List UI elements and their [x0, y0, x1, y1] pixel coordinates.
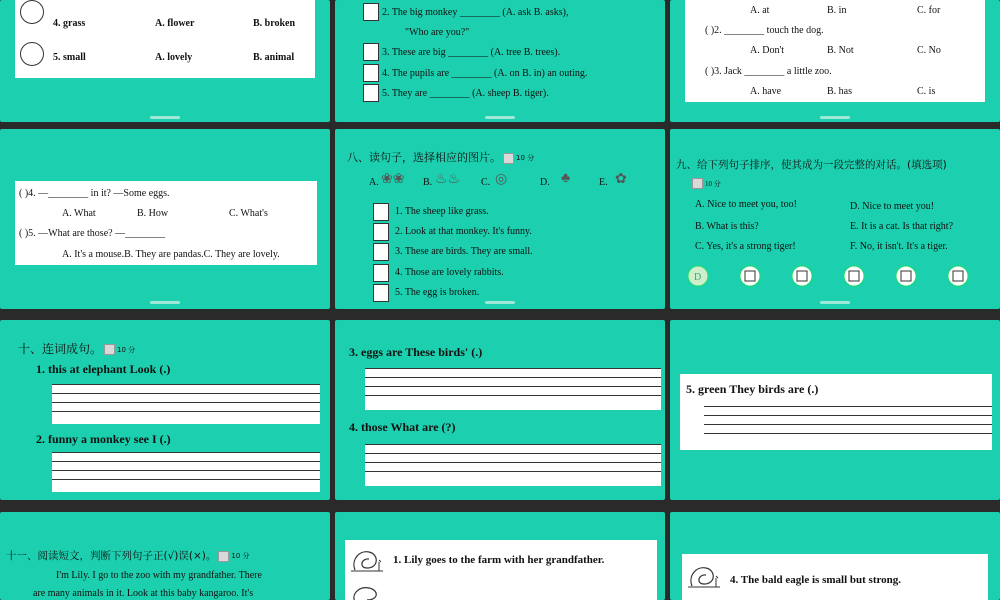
question-card [685, 0, 985, 102]
question-line: 5. They are ________ (A. sheep B. tiger). [382, 88, 549, 99]
score-icon [218, 551, 229, 562]
option: A. have [750, 86, 782, 97]
word-q4: 4. grass [53, 18, 86, 29]
option: B. has [827, 86, 852, 97]
slide-divider [820, 116, 850, 119]
slide-6 [670, 129, 1000, 309]
answer-circle [20, 42, 44, 66]
slide-divider [485, 116, 515, 119]
question-line: 1. Lily goes to the farm with her grandfather. [393, 554, 605, 566]
options-line: A. It's a mouse.B. They are pandas.C. They are lovely. [62, 249, 280, 260]
option: B. Not [827, 45, 854, 56]
snail-icon [349, 584, 385, 600]
option-b: B. broken [253, 18, 296, 29]
writing-lines[interactable] [704, 406, 992, 442]
flower-answer-slot[interactable] [892, 265, 920, 287]
question-line: 4. The pupils are ________ (A. on B. in) an outing. [382, 68, 588, 79]
score-icon [692, 178, 703, 189]
answer-box[interactable] [373, 284, 389, 302]
question-line: 2. The big monkey ________ (A. ask B. asks), [382, 7, 569, 18]
monkey-picture-icon: ♣ [561, 171, 571, 186]
question-card [15, 181, 317, 265]
rabbits-picture-icon: ♨♨ [435, 172, 461, 187]
dialog-option: A. Nice to meet you, too! [695, 199, 797, 210]
slide-divider [150, 116, 180, 119]
section-title: 十一、阅读短文，判断下列句子正(√)误(×)。 10 分 [6, 550, 250, 562]
pic-label: E. [599, 177, 608, 188]
slide-divider [150, 301, 180, 304]
dialog-option: D. Nice to meet you! [850, 201, 935, 212]
answer-box[interactable] [373, 264, 389, 282]
answer-box[interactable] [373, 223, 389, 241]
question-line: ( )3. Jack ________ a little zoo. [705, 66, 832, 77]
flower-answer-slot[interactable] [944, 265, 972, 287]
answer-box[interactable] [363, 64, 379, 82]
option: B. How [137, 208, 169, 219]
question-line: 4. those What are (?) [349, 420, 456, 434]
writing-lines[interactable] [365, 444, 661, 486]
question-line: 2. funny a monkey see I (.) [36, 432, 171, 446]
option: A. Don't [750, 45, 785, 56]
question-card [682, 554, 988, 600]
option: C. What's [229, 208, 268, 219]
writing-lines[interactable] [365, 368, 661, 410]
question-card [680, 374, 992, 450]
option-b: B. animal [253, 52, 295, 63]
sheep-picture-icon: ❀❀ [381, 172, 405, 187]
slide-5 [335, 129, 665, 309]
score-icon [104, 344, 115, 355]
question-line: "Who are you?" [405, 27, 470, 38]
slide-12 [670, 512, 1000, 600]
question-line: 1. this at elephant Look (.) [36, 362, 171, 376]
answer-box[interactable] [363, 43, 379, 61]
option: C. for [917, 5, 941, 16]
question-line: 5. The egg is broken. [395, 287, 480, 298]
slide-7 [0, 320, 330, 500]
slide-8 [335, 320, 665, 500]
slide-4 [0, 129, 330, 309]
question-line: 4. Those are lovely rabbits. [395, 267, 504, 278]
writing-lines[interactable] [52, 452, 320, 492]
question-line: 3. These are birds. They are small. [395, 246, 533, 257]
question-line: 4. The bald eagle is small but strong. [730, 574, 902, 586]
flower-answer-slot[interactable] [736, 265, 764, 287]
answer-circle [20, 0, 44, 24]
option: C. No [917, 45, 941, 56]
slide-divider [485, 301, 515, 304]
option-a: A. lovely [155, 52, 193, 63]
flower-answer-slot[interactable] [684, 265, 712, 287]
flower-answer-slot[interactable] [840, 265, 868, 287]
first-answer: D [694, 272, 702, 283]
slide-11 [335, 512, 665, 600]
option: A. What [62, 208, 96, 219]
question-line: ( )5. —What are those? —________ [19, 228, 166, 239]
passage-line: are many animals in it. Look at this baby kangaroo. It's [33, 588, 254, 599]
answer-box[interactable] [373, 243, 389, 261]
flower-answer-slot[interactable] [788, 265, 816, 287]
pic-label: D. [540, 177, 550, 188]
section-title: 十、连词成句。 10 分 [18, 342, 136, 356]
question-line: 3. These are big ________ (A. tree B. trees). [382, 47, 561, 58]
score-badge: 10 分 [690, 178, 721, 189]
question-line: 1. The sheep like grass. [395, 206, 489, 217]
slide-divider [820, 301, 850, 304]
question-card [345, 540, 657, 600]
word-q5: 5. small [53, 52, 86, 63]
passage-line: I'm Lily. I go to the zoo with my grandfather. There [56, 570, 262, 581]
dialog-option: B. What is this? [695, 221, 759, 232]
pic-label: B. [423, 177, 433, 188]
question-line: ( )2. ________ touch the dog. [705, 25, 824, 36]
slide-2 [335, 0, 665, 122]
writing-lines[interactable] [52, 384, 320, 424]
section-title: 八、读句子，选择相应的图片。 10 分 [347, 151, 535, 164]
question-line: ( )4. —________ in it? —Some eggs. [19, 188, 170, 199]
birds-picture-icon: ✿ [615, 172, 627, 187]
question-line: 2. Look at that monkey. It's funny. [395, 226, 532, 237]
pic-label: A. [369, 177, 379, 188]
answer-card [15, 0, 315, 78]
dialog-option: C. Yes, it's a strong tiger! [695, 241, 796, 252]
question-line: 5. green They birds are (.) [686, 382, 819, 396]
option: B. in [827, 5, 847, 16]
slide-3 [670, 0, 1000, 122]
slide-10 [0, 512, 330, 600]
pic-label: C. [481, 177, 491, 188]
snail-icon [349, 546, 385, 574]
dialog-option: E. It is a cat. Is that right? [850, 221, 954, 232]
answer-box[interactable] [373, 203, 389, 221]
answer-box[interactable] [363, 84, 379, 102]
dialog-option: F. No, it isn't. It's a tiger. [850, 241, 948, 252]
snail-icon [686, 560, 722, 590]
broken-egg-picture-icon: ◎ [495, 172, 508, 187]
slide-9 [670, 320, 1000, 500]
option-a: A. flower [155, 18, 195, 29]
slide-1 [0, 0, 330, 122]
answer-box[interactable] [363, 3, 379, 21]
section-title: 九、给下列句子排序，使其成为一段完整的对话。(填选项) [676, 159, 947, 171]
question-line: 3. eggs are These birds' (.) [349, 345, 483, 359]
option: C. is [917, 86, 936, 97]
option: A. at [750, 5, 770, 16]
score-icon [503, 153, 514, 164]
